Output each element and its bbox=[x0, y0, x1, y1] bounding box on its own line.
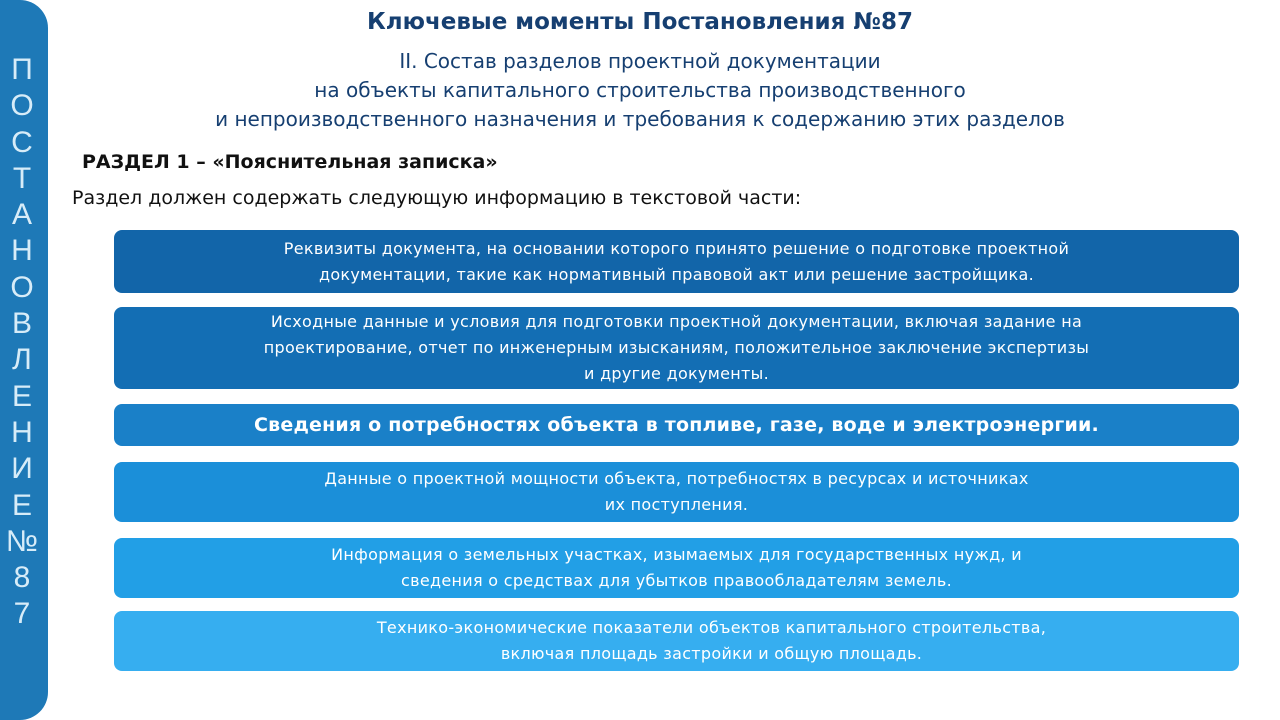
sidebar-letter: О bbox=[10, 270, 34, 304]
info-box-resource-needs bbox=[114, 404, 1239, 446]
info-box-text: Реквизиты документа, на основании которого принято решение о подготовке проектной документации, такие как нормативный правовой акт или решение застройщика. bbox=[283, 238, 1070, 284]
sidebar-letter: 8 bbox=[13, 561, 31, 595]
info-box-tech-economic bbox=[114, 611, 1239, 671]
section-intro: Раздел должен содержать следующую информацию в текстовой части: bbox=[72, 187, 802, 209]
sidebar-letter: Л bbox=[12, 343, 32, 377]
info-box-text: Сведения о потребностях объекта в топливе, газе, воде и электроэнергии. bbox=[254, 414, 1099, 436]
sidebar-letter: В bbox=[11, 307, 32, 341]
sidebar-letter: П bbox=[11, 53, 33, 86]
info-box-text: Технико-экономические показатели объектов капитального строительства, включая площадь застройки и общую площадь. bbox=[376, 618, 1047, 663]
sidebar-letter: О bbox=[10, 89, 34, 123]
info-box-capacity bbox=[114, 462, 1239, 522]
sidebar-vertical-text bbox=[0, 52, 44, 633]
sidebar-letter: Е bbox=[11, 379, 32, 413]
sidebar-letter: Н bbox=[11, 234, 33, 268]
sidebar-letter: Н bbox=[11, 415, 33, 449]
page-subtitle: II. Состав разделов проектной документации на объекты капитального строительства производственного и непроизводственного назначения и требования к содержанию этих разделов bbox=[215, 49, 1065, 131]
sidebar-letter: 7 bbox=[13, 597, 31, 631]
info-box-initial-data bbox=[114, 307, 1239, 389]
sidebar-letter: № bbox=[5, 524, 39, 558]
page-title: Ключевые моменты Постановления №87 bbox=[366, 9, 914, 35]
info-box-text: Информация о земельных участках, изымаемых для государственных нужд, и сведения о средствах для убытков правообладателям земель. bbox=[331, 545, 1022, 590]
info-box-text: Исходные данные и условия для подготовки проектной документации, включая задание на проектирование, отчет по инженерным изысканиям, положительное заключение экспертизы и другие документы. bbox=[263, 312, 1090, 383]
sidebar-letter: С bbox=[11, 125, 33, 159]
sidebar-letter: Т bbox=[12, 161, 32, 195]
sidebar-letter: Е bbox=[11, 488, 32, 522]
sidebar-letter: И bbox=[11, 452, 33, 486]
info-box-land-plots bbox=[114, 538, 1239, 598]
sidebar-letter: А bbox=[11, 198, 32, 232]
info-box-text: Данные о проектной мощности объекта, потребностях в ресурсах и источниках их поступления. bbox=[324, 469, 1029, 514]
section-heading: РАЗДЕЛ 1 – «Пояснительная записка» bbox=[82, 151, 498, 173]
info-box-requisites bbox=[114, 230, 1239, 293]
